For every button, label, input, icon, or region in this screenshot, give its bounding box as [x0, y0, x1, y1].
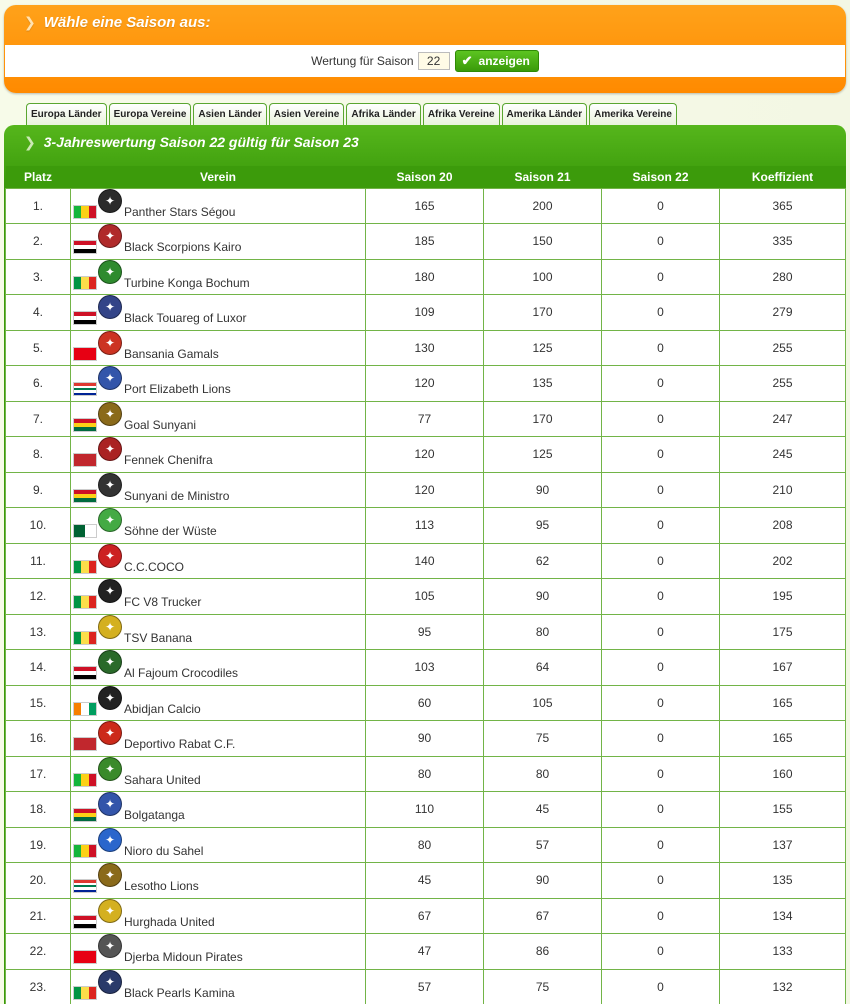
coefficient-cell: 255 — [720, 366, 846, 402]
rank-cell: 3. — [6, 259, 71, 295]
coefficient-cell: 165 — [720, 721, 846, 757]
saison-21-cell: 86 — [484, 934, 602, 970]
saison-22-cell: 0 — [602, 863, 720, 899]
rank-cell: 8. — [6, 437, 71, 473]
saison-21-cell: 57 — [484, 827, 602, 863]
club-name[interactable]: Sunyani de Ministro — [124, 488, 230, 503]
club-cell — [71, 295, 366, 331]
club-name[interactable]: Black Touareg of Luxor — [124, 311, 247, 326]
club-info — [73, 510, 365, 540]
saison-20-cell: 77 — [366, 401, 484, 437]
table-row — [6, 330, 846, 366]
show-button[interactable] — [455, 50, 539, 72]
country-flag-icon — [73, 489, 97, 503]
saison-21-cell: 90 — [484, 579, 602, 615]
club-crest-icon: ✦ — [98, 970, 122, 994]
saison-20-cell: 185 — [366, 224, 484, 260]
rank-cell: 10. — [6, 508, 71, 544]
club-crest-icon: ✦ — [98, 544, 122, 568]
saison-22-cell: 0 — [602, 330, 720, 366]
country-flag-icon — [73, 879, 97, 893]
season-select-form — [5, 45, 845, 77]
saison-22-cell: 0 — [602, 543, 720, 579]
chevron-right-icon: ❯ — [24, 14, 36, 30]
club-cell — [71, 792, 366, 828]
coefficient-cell: 165 — [720, 685, 846, 721]
table-row — [6, 437, 846, 473]
club-name[interactable]: Bansania Gamals — [124, 346, 219, 361]
club-cell — [71, 685, 366, 721]
club-name[interactable]: Port Elizabeth Lions — [124, 382, 231, 397]
season-select-panel — [4, 5, 846, 93]
tab-asien-laender[interactable]: Asien Länder — [193, 103, 266, 125]
country-flag-icon — [73, 347, 97, 361]
saison-21-cell: 105 — [484, 685, 602, 721]
rank-cell: 16. — [6, 721, 71, 757]
club-cell — [71, 721, 366, 757]
saison-20-cell: 103 — [366, 650, 484, 686]
club-crest-icon: ✦ — [98, 757, 122, 781]
club-crest-icon: ✦ — [98, 579, 122, 603]
club-crest-icon: ✦ — [98, 828, 122, 852]
club-info — [73, 262, 365, 292]
country-flag-icon — [73, 524, 97, 538]
table-row — [6, 969, 846, 1004]
club-crest-icon: ✦ — [98, 366, 122, 390]
season-label: Wertung für Saison — [311, 54, 414, 68]
club-info — [73, 830, 365, 860]
rank-cell: 23. — [6, 969, 71, 1004]
coefficient-cell: 155 — [720, 792, 846, 828]
country-flag-icon — [73, 453, 97, 467]
club-name[interactable]: Panther Stars Ségou — [124, 204, 236, 219]
club-name[interactable]: Goal Sunyani — [124, 417, 197, 432]
club-info — [73, 333, 365, 363]
table-row — [6, 721, 846, 757]
club-info — [73, 865, 365, 895]
rank-cell: 19. — [6, 827, 71, 863]
table-row — [6, 366, 846, 402]
club-info — [73, 652, 365, 682]
region-tabs — [26, 103, 677, 125]
saison-21-cell: 100 — [484, 259, 602, 295]
saison-20-cell: 120 — [366, 437, 484, 473]
rank-cell: 6. — [6, 366, 71, 402]
rank-cell: 18. — [6, 792, 71, 828]
club-crest-icon: ✦ — [98, 934, 122, 958]
season-select-title-text: Wähle eine Saison aus: — [43, 14, 211, 31]
rank-cell: 4. — [6, 295, 71, 331]
rank-cell: 5. — [6, 330, 71, 366]
country-flag-icon — [73, 702, 97, 716]
club-cell — [71, 224, 366, 260]
saison-21-cell: 75 — [484, 721, 602, 757]
saison-20-cell: 180 — [366, 259, 484, 295]
club-crest-icon: ✦ — [98, 863, 122, 887]
club-crest-icon: ✦ — [98, 189, 122, 213]
coefficient-cell: 167 — [720, 650, 846, 686]
saison-20-cell: 45 — [366, 863, 484, 899]
club-info — [73, 723, 365, 753]
club-info — [73, 617, 365, 647]
club-name[interactable]: Black Scorpions Kairo — [124, 240, 242, 255]
saison-21-cell: 62 — [484, 543, 602, 579]
column-header-saison-20: Saison 20 — [366, 166, 484, 188]
coefficient-cell: 175 — [720, 614, 846, 650]
season-input[interactable] — [418, 52, 450, 70]
rank-cell: 14. — [6, 650, 71, 686]
saison-21-cell: 150 — [484, 224, 602, 260]
club-crest-icon: ✦ — [98, 899, 122, 923]
club-info — [73, 794, 365, 824]
country-flag-icon — [73, 666, 97, 680]
country-flag-icon — [73, 382, 97, 396]
table-row — [6, 898, 846, 934]
club-cell — [71, 437, 366, 473]
rank-cell: 22. — [6, 934, 71, 970]
club-name[interactable]: Nioro du Sahel — [124, 843, 204, 858]
club-crest-icon: ✦ — [98, 508, 122, 532]
table-row — [6, 188, 846, 224]
rank-cell: 17. — [6, 756, 71, 792]
club-crest-icon: ✦ — [98, 650, 122, 674]
country-flag-icon — [73, 737, 97, 751]
rank-cell: 12. — [6, 579, 71, 615]
saison-21-cell: 67 — [484, 898, 602, 934]
club-cell — [71, 579, 366, 615]
club-cell — [71, 827, 366, 863]
coefficient-cell: 280 — [720, 259, 846, 295]
club-name[interactable]: Deportivo Rabat C.F. — [124, 737, 236, 752]
saison-22-cell: 0 — [602, 188, 720, 224]
saison-21-cell: 80 — [484, 756, 602, 792]
saison-20-cell: 60 — [366, 685, 484, 721]
coefficient-cell: 365 — [720, 188, 846, 224]
club-info — [73, 936, 365, 966]
saison-20-cell: 90 — [366, 721, 484, 757]
saison-22-cell: 0 — [602, 259, 720, 295]
saison-21-cell: 125 — [484, 437, 602, 473]
saison-22-cell: 0 — [602, 898, 720, 934]
saison-22-cell: 0 — [602, 650, 720, 686]
column-header-platz: Platz — [6, 166, 71, 188]
saison-22-cell: 0 — [602, 295, 720, 331]
table-row — [6, 756, 846, 792]
saison-22-cell: 0 — [602, 366, 720, 402]
saison-20-cell: 80 — [366, 827, 484, 863]
club-cell — [71, 330, 366, 366]
saison-22-cell: 0 — [602, 827, 720, 863]
club-name[interactable]: Djerba Midoun Pirates — [124, 950, 243, 965]
club-cell — [71, 650, 366, 686]
saison-22-cell: 0 — [602, 437, 720, 473]
club-name[interactable]: FC V8 Trucker — [124, 595, 202, 610]
rank-cell: 15. — [6, 685, 71, 721]
club-cell — [71, 898, 366, 934]
country-flag-icon — [73, 595, 97, 609]
saison-20-cell: 120 — [366, 366, 484, 402]
club-info — [73, 226, 365, 256]
saison-20-cell: 67 — [366, 898, 484, 934]
checkmark-icon: ✔ — [461, 53, 473, 68]
club-info — [73, 368, 365, 398]
table-row — [6, 543, 846, 579]
club-info — [73, 475, 365, 505]
country-flag-icon — [73, 986, 97, 1000]
club-info — [73, 546, 365, 576]
club-name[interactable]: Lesotho Lions — [124, 879, 199, 894]
club-crest-icon: ✦ — [98, 331, 122, 355]
club-name[interactable]: Abidjan Calcio — [124, 701, 201, 716]
country-flag-icon — [73, 311, 97, 325]
country-flag-icon — [73, 631, 97, 645]
coefficient-cell: 137 — [720, 827, 846, 863]
club-cell — [71, 543, 366, 579]
country-flag-icon — [73, 418, 97, 432]
saison-22-cell: 0 — [602, 224, 720, 260]
ranking-panel — [4, 125, 846, 1004]
table-row — [6, 863, 846, 899]
rank-cell: 11. — [6, 543, 71, 579]
coefficient-cell: 195 — [720, 579, 846, 615]
country-flag-icon — [73, 808, 97, 822]
table-row — [6, 685, 846, 721]
saison-22-cell: 0 — [602, 579, 720, 615]
table-row — [6, 508, 846, 544]
saison-21-cell: 45 — [484, 792, 602, 828]
club-info — [73, 581, 365, 611]
saison-20-cell: 140 — [366, 543, 484, 579]
club-name[interactable]: Turbine Konga Bochum — [124, 275, 250, 290]
coefficient-cell: 208 — [720, 508, 846, 544]
rank-cell: 13. — [6, 614, 71, 650]
club-cell — [71, 614, 366, 650]
saison-22-cell: 0 — [602, 472, 720, 508]
ranking-table-body — [6, 188, 846, 1004]
club-info — [73, 759, 365, 789]
rank-cell: 1. — [6, 188, 71, 224]
club-info — [73, 972, 365, 1002]
coefficient-cell: 210 — [720, 472, 846, 508]
rank-cell: 21. — [6, 898, 71, 934]
table-row — [6, 295, 846, 331]
saison-20-cell: 109 — [366, 295, 484, 331]
club-info — [73, 297, 365, 327]
club-name[interactable]: Al Fajoum Crocodiles — [124, 666, 239, 681]
tab-europa-laender[interactable]: Europa Länder — [26, 103, 107, 125]
club-crest-icon: ✦ — [98, 721, 122, 745]
coefficient-cell: 135 — [720, 863, 846, 899]
saison-22-cell: 0 — [602, 401, 720, 437]
season-select-title — [24, 11, 210, 33]
club-cell — [71, 472, 366, 508]
club-info — [73, 439, 365, 469]
club-cell — [71, 508, 366, 544]
table-row — [6, 614, 846, 650]
tab-asien-vereine[interactable]: Asien Vereine — [269, 103, 345, 125]
club-cell — [71, 863, 366, 899]
saison-20-cell: 47 — [366, 934, 484, 970]
saison-21-cell: 64 — [484, 650, 602, 686]
saison-21-cell: 75 — [484, 969, 602, 1004]
tab-amerika-laender[interactable]: Amerika Länder — [502, 103, 588, 125]
saison-21-cell: 80 — [484, 614, 602, 650]
coefficient-cell: 132 — [720, 969, 846, 1004]
coefficient-cell: 335 — [720, 224, 846, 260]
club-name[interactable]: TSV Banana — [124, 630, 193, 645]
club-crest-icon: ✦ — [98, 686, 122, 710]
country-flag-icon — [73, 240, 97, 254]
table-row — [6, 934, 846, 970]
saison-22-cell: 0 — [602, 969, 720, 1004]
saison-20-cell: 110 — [366, 792, 484, 828]
country-flag-icon — [73, 950, 97, 964]
saison-22-cell: 0 — [602, 934, 720, 970]
club-crest-icon: ✦ — [98, 615, 122, 639]
club-crest-icon: ✦ — [98, 402, 122, 426]
coefficient-cell: 202 — [720, 543, 846, 579]
table-row — [6, 827, 846, 863]
saison-20-cell: 80 — [366, 756, 484, 792]
coefficient-cell: 245 — [720, 437, 846, 473]
country-flag-icon — [73, 844, 97, 858]
club-cell — [71, 401, 366, 437]
club-name[interactable]: Fennek Chenifra — [124, 453, 213, 468]
table-row — [6, 792, 846, 828]
chevron-right-icon: ❯ — [24, 134, 36, 150]
coefficient-cell: 134 — [720, 898, 846, 934]
club-info — [73, 191, 365, 221]
saison-22-cell: 0 — [602, 614, 720, 650]
club-info — [73, 688, 365, 718]
saison-20-cell: 165 — [366, 188, 484, 224]
table-row — [6, 650, 846, 686]
saison-20-cell: 113 — [366, 508, 484, 544]
club-cell — [71, 756, 366, 792]
table-row — [6, 259, 846, 295]
club-crest-icon: ✦ — [98, 224, 122, 248]
column-header-verein: Verein — [71, 166, 366, 188]
table-header-row — [6, 166, 846, 188]
club-crest-icon: ✦ — [98, 437, 122, 461]
coefficient-cell: 160 — [720, 756, 846, 792]
show-button-label: anzeigen — [478, 54, 530, 68]
country-flag-icon — [73, 560, 97, 574]
club-name[interactable]: Söhne der Wüste — [124, 524, 217, 539]
club-crest-icon: ✦ — [98, 792, 122, 816]
club-crest-icon: ✦ — [98, 295, 122, 319]
rank-cell: 7. — [6, 401, 71, 437]
column-header-koeffizient: Koeffizient — [720, 166, 846, 188]
country-flag-icon — [73, 915, 97, 929]
saison-22-cell: 0 — [602, 756, 720, 792]
table-row — [6, 579, 846, 615]
saison-20-cell: 95 — [366, 614, 484, 650]
coefficient-cell: 247 — [720, 401, 846, 437]
coefficient-cell: 279 — [720, 295, 846, 331]
club-cell — [71, 188, 366, 224]
rank-cell: 9. — [6, 472, 71, 508]
saison-21-cell: 135 — [484, 366, 602, 402]
column-header-saison-22: Saison 22 — [602, 166, 720, 188]
saison-20-cell: 105 — [366, 579, 484, 615]
table-row — [6, 401, 846, 437]
saison-21-cell: 90 — [484, 863, 602, 899]
rank-cell: 20. — [6, 863, 71, 899]
club-info — [73, 404, 365, 434]
tab-afrika-vereine[interactable]: Afrika Vereine — [423, 103, 500, 125]
saison-21-cell: 200 — [484, 188, 602, 224]
club-cell — [71, 259, 366, 295]
club-info — [73, 901, 365, 931]
club-cell — [71, 934, 366, 970]
saison-20-cell: 130 — [366, 330, 484, 366]
coefficient-cell: 133 — [720, 934, 846, 970]
saison-21-cell: 170 — [484, 295, 602, 331]
club-cell — [71, 969, 366, 1004]
saison-21-cell: 125 — [484, 330, 602, 366]
country-flag-icon — [73, 205, 97, 219]
table-row — [6, 224, 846, 260]
club-crest-icon: ✦ — [98, 473, 122, 497]
rank-cell: 2. — [6, 224, 71, 260]
ranking-title-text: 3-Jahreswertung Saison 22 gültig für Saison 23 — [43, 134, 359, 150]
saison-22-cell: 0 — [602, 721, 720, 757]
club-cell — [71, 366, 366, 402]
saison-20-cell: 120 — [366, 472, 484, 508]
saison-21-cell: 90 — [484, 472, 602, 508]
club-name[interactable]: Sahara United — [124, 772, 201, 787]
country-flag-icon — [73, 773, 97, 787]
column-header-saison-21: Saison 21 — [484, 166, 602, 188]
club-crest-icon: ✦ — [98, 260, 122, 284]
tab-europa-vereine[interactable]: Europa Vereine — [109, 103, 192, 125]
tab-amerika-vereine[interactable]: Amerika Vereine — [589, 103, 677, 125]
country-flag-icon — [73, 276, 97, 290]
coefficient-cell: 255 — [720, 330, 846, 366]
saison-20-cell: 57 — [366, 969, 484, 1004]
ranking-title — [24, 131, 359, 153]
saison-22-cell: 0 — [602, 508, 720, 544]
saison-21-cell: 170 — [484, 401, 602, 437]
tab-afrika-laender[interactable]: Afrika Länder — [346, 103, 420, 125]
table-row — [6, 472, 846, 508]
saison-22-cell: 0 — [602, 792, 720, 828]
club-name[interactable]: Black Pearls Kamina — [124, 985, 235, 1000]
club-name[interactable]: Bolgatanga — [124, 808, 185, 823]
saison-22-cell: 0 — [602, 685, 720, 721]
club-name[interactable]: Hurghada United — [124, 914, 215, 929]
saison-21-cell: 95 — [484, 508, 602, 544]
club-name[interactable]: C.C.COCO — [124, 559, 184, 574]
ranking-table — [5, 166, 846, 1004]
